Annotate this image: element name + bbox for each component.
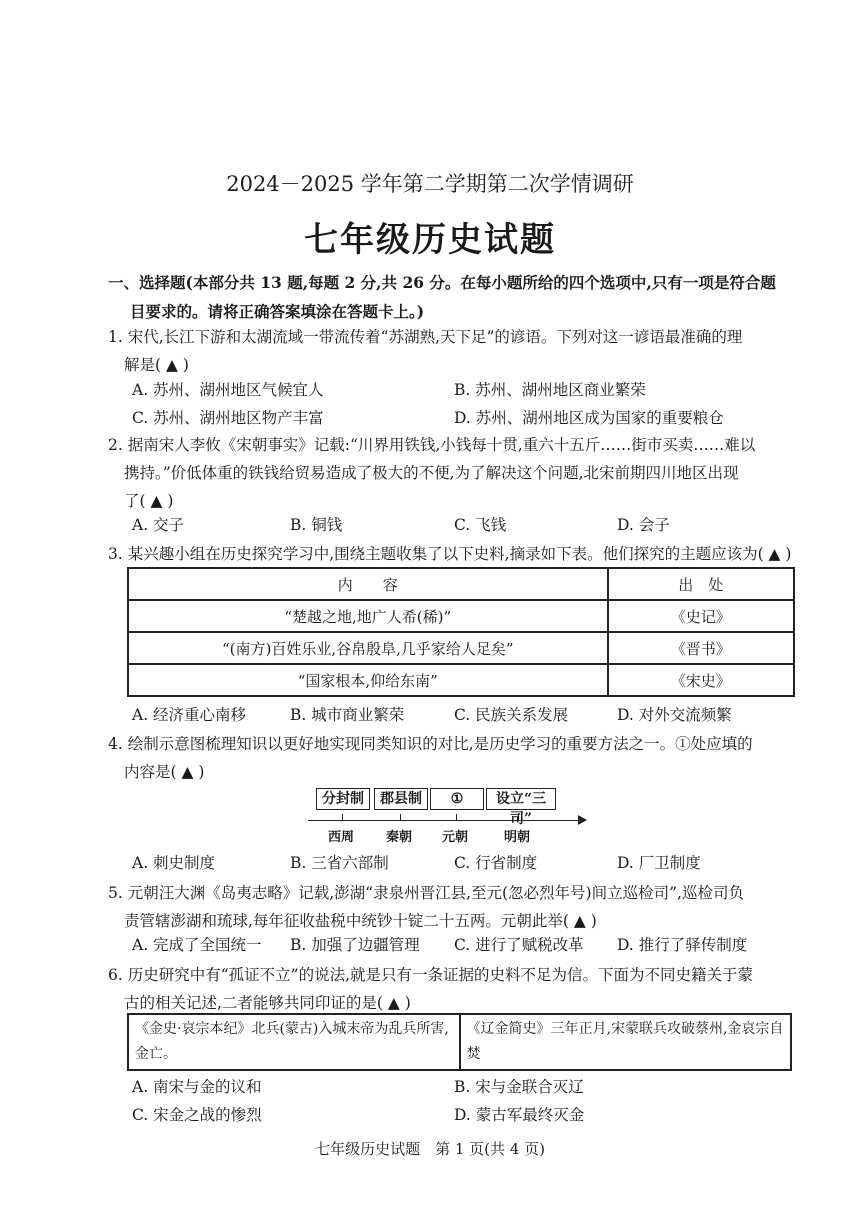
option-d: D. 苏州、湖州地区成为国家的重要粮仓 bbox=[454, 409, 724, 427]
source-jin-shi: 《金史·哀宗本纪》北兵(蒙古)入城末帝为乱兵所害,金亡。 bbox=[128, 1014, 460, 1070]
question-4-options bbox=[132, 851, 822, 879]
question-4 bbox=[108, 730, 808, 786]
question-2-line-1: 2. 据南宋人李攸《宋朝事实》记载:“川界用铁钱,小钱每十贯,重六十五斤……街市买卖……难以 bbox=[108, 436, 756, 454]
option-c: C. 民族关系发展 bbox=[454, 706, 569, 724]
timeline-tick bbox=[518, 814, 519, 821]
table-cell: 《宋史》 bbox=[608, 664, 794, 696]
table-header-row bbox=[128, 568, 794, 600]
question-5-line-2: 责管辖澎湖和琉球,每年征收盐税中统钞十锭二十五两。元朝此举( ▲ ) bbox=[124, 912, 597, 930]
question-4-line-1: 4. 绘制示意图梳理知识以更好地实现同类知识的对比,是历史学习的重要方法之一。①处应填的 bbox=[108, 735, 753, 753]
option-d: D. 会子 bbox=[617, 516, 670, 534]
option-c: C. 飞钱 bbox=[454, 516, 507, 534]
question-6-options-row-1 bbox=[132, 1075, 822, 1103]
question-5-line-1: 5. 元朝汪大渊《岛夷志略》记载,澎湖“隶泉州晋江县,至元(忽必烈年号)间立巡检司”,巡检司负 bbox=[108, 884, 744, 902]
option-b: B. 宋与金联合灭辽 bbox=[454, 1078, 584, 1096]
option-b: B. 铜钱 bbox=[290, 516, 343, 534]
option-a: A. 苏州、湖州地区气候宜人 bbox=[132, 381, 324, 399]
option-b: B. 三省六部制 bbox=[290, 854, 389, 872]
table-cell: 《晋书》 bbox=[608, 632, 794, 664]
option-c: C. 行省制度 bbox=[454, 854, 538, 872]
question-6-options-row-2 bbox=[132, 1103, 822, 1131]
timeline-box: 郡县制 bbox=[374, 788, 428, 810]
timeline-label: 秦朝 bbox=[386, 830, 413, 845]
source-liao-jin: 《辽金简史》三年正月,宋蒙联兵攻破蔡州,金哀宗自焚 bbox=[460, 1014, 792, 1070]
table-cell: 《史记》 bbox=[608, 600, 794, 632]
option-d: D. 对外交流频繁 bbox=[617, 706, 732, 724]
comparison-table bbox=[127, 1013, 792, 1071]
question-2-options bbox=[132, 513, 822, 541]
option-a: A. 完成了全国统一 bbox=[132, 936, 262, 954]
exam-subtitle: 2024－2025 学年第二学期第二次学情调研 bbox=[226, 172, 634, 196]
timeline-tick bbox=[400, 814, 401, 821]
question-1-options-row-1 bbox=[132, 378, 822, 406]
timeline-label: 明朝 bbox=[504, 830, 531, 845]
section-line-1: 一、选择题(本部分共 13 题,每题 2 分,共 26 分。在每小题所给的四个选项中,只有一项是符合题 bbox=[108, 273, 776, 292]
table-row bbox=[128, 664, 794, 696]
question-5 bbox=[108, 879, 808, 935]
timeline-label: 元朝 bbox=[442, 830, 469, 845]
table-row bbox=[128, 632, 794, 664]
timeline-diagram bbox=[300, 788, 590, 848]
option-b: B. 城市商业繁荣 bbox=[290, 706, 405, 724]
timeline-box: 分封制 bbox=[316, 788, 370, 810]
source-table bbox=[127, 567, 795, 697]
table-cell: “(南方)百姓乐业,谷帛殷阜,几乎家给人足矣” bbox=[128, 632, 608, 664]
option-a: A. 刺史制度 bbox=[132, 854, 216, 872]
option-a: A. 交子 bbox=[132, 516, 185, 534]
question-3 bbox=[108, 540, 808, 568]
exam-title: 七年级历史试题 bbox=[304, 220, 556, 260]
question-6 bbox=[108, 961, 808, 1017]
question-6-line-2: 古的相关记述,二者能够共同印证的是( ▲ ) bbox=[124, 994, 411, 1012]
option-b: B. 苏州、湖州地区商业繁荣 bbox=[454, 381, 646, 399]
question-1-options-row-2 bbox=[132, 406, 822, 434]
page-footer: 七年级历史试题 第 1 页(共 4 页) bbox=[315, 1140, 545, 1158]
section-instructions bbox=[108, 268, 808, 326]
timeline-label: 西周 bbox=[328, 830, 355, 845]
section-line-2: 目要求的。请将正确答案填涂在答题卡上。) bbox=[130, 302, 425, 321]
question-5-options bbox=[132, 933, 822, 961]
option-a: A. 南宋与金的议和 bbox=[132, 1078, 262, 1096]
question-3-line-1: 3. 某兴趣小组在历史探究学习中,围绕主题收集了以下史料,摘录如下表。他们探究的主题应该为( ▲ ) bbox=[108, 545, 792, 563]
question-1-line-1: 1. 宋代,长江下游和太湖流域一带流传着“苏湖熟,天下足”的谚语。下列对这一谚语最准确的理 bbox=[108, 328, 743, 346]
timeline-box-blank: ① bbox=[430, 788, 484, 810]
timeline-tick bbox=[456, 814, 457, 821]
table-row bbox=[128, 1014, 791, 1070]
question-2-line-2: 携持。”价低体重的铁钱给贸易造成了极大的不便,为了解决这个问题,北宋前期四川地区出现 bbox=[124, 464, 739, 482]
table-cell: “楚越之地,地广人希(稀)” bbox=[128, 600, 608, 632]
question-2-line-3: 了( ▲ ) bbox=[124, 492, 174, 510]
table-row bbox=[128, 600, 794, 632]
option-d: D. 蒙古军最终灭金 bbox=[454, 1106, 585, 1124]
option-c: C. 苏州、湖州地区物产丰富 bbox=[132, 409, 324, 427]
option-d: D. 厂卫制度 bbox=[617, 854, 701, 872]
question-1-line-2: 解是( ▲ ) bbox=[124, 356, 189, 374]
table-cell: “国家根本,仰给东南” bbox=[128, 664, 608, 696]
question-3-options bbox=[132, 703, 822, 731]
table-header-source: 出 处 bbox=[608, 568, 794, 600]
question-6-line-1: 6. 历史研究中有“孤证不立”的说法,就是只有一条证据的史料不足为信。下面为不同史籍关于蒙 bbox=[108, 966, 753, 984]
timeline-box: 设立“三司” bbox=[486, 788, 556, 810]
option-a: A. 经济重心南移 bbox=[132, 706, 247, 724]
arrow-right-icon bbox=[578, 815, 587, 825]
option-b: B. 加强了边疆管理 bbox=[290, 936, 420, 954]
option-c: C. 宋金之战的惨烈 bbox=[132, 1106, 262, 1124]
question-2 bbox=[108, 431, 808, 515]
option-c: C. 进行了赋税改革 bbox=[454, 936, 584, 954]
table-header-content: 内 容 bbox=[128, 568, 608, 600]
question-4-line-2: 内容是( ▲ ) bbox=[124, 763, 205, 781]
timeline-tick bbox=[342, 814, 343, 821]
option-d: D. 推行了驿传制度 bbox=[617, 936, 748, 954]
timeline-axis bbox=[308, 820, 580, 821]
question-1 bbox=[108, 323, 808, 379]
